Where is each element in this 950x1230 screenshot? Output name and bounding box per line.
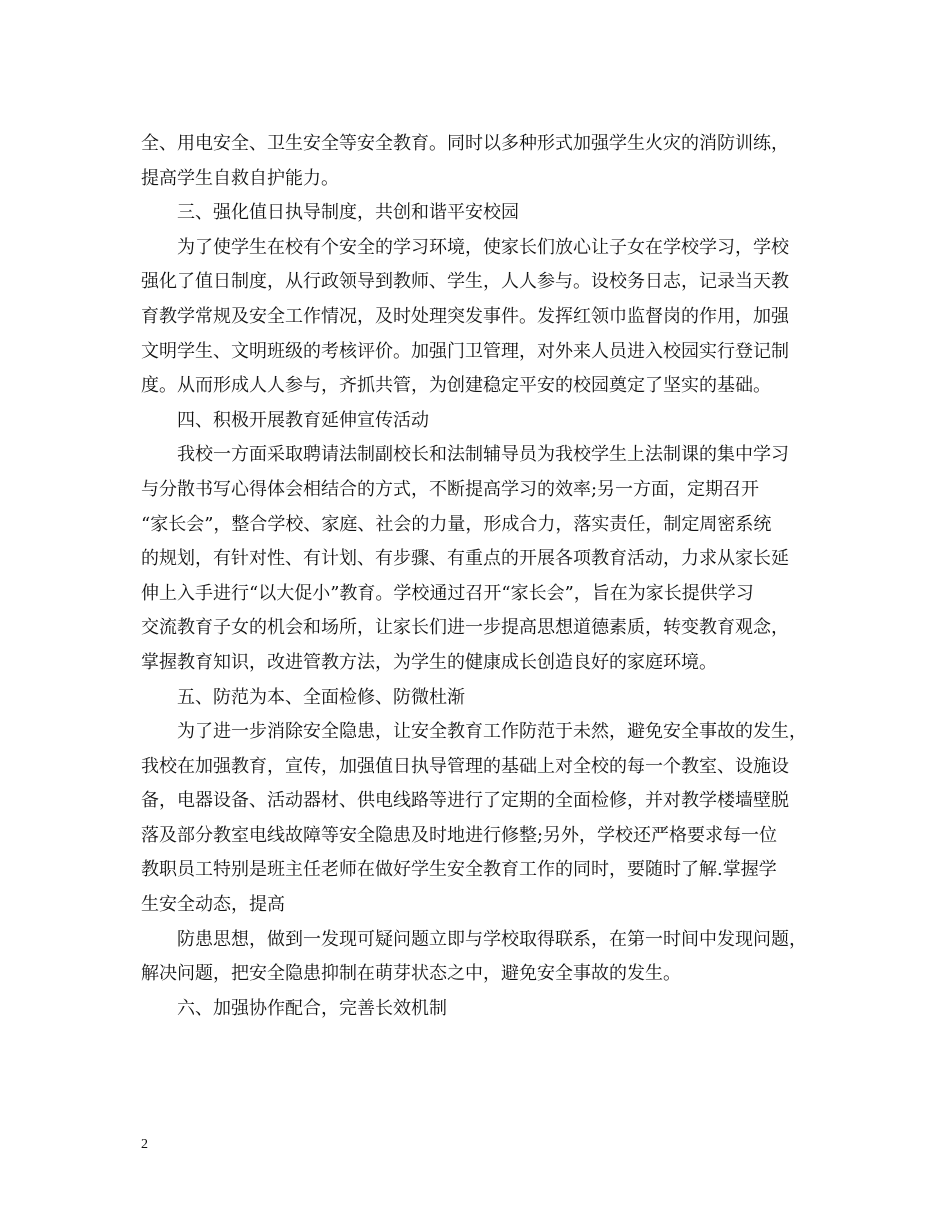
text-line: 掌握教育知识，改进管教方法，为学生的健康成长创造良好的家庭环境。 (141, 651, 717, 673)
paragraph-first-line: 五、防范为本、全面检修、防微杜渐 (177, 686, 465, 708)
text-line: 度。从而形成人人参与，齐抓共管，为创建稳定平安的校园奠定了坚实的基础。 (141, 375, 771, 397)
text-line: 伸上入手进行“以大促小”教育。学校通过召开“家长会”，旨在为家长提供学习 (141, 582, 754, 604)
text-line: 交流教育子女的机会和场所，让家长们进一步提高思想道德素质，转变教育观念， (141, 617, 789, 639)
paragraph-first-line: 三、强化值日执导制度，共创和谐平安校园 (177, 202, 519, 224)
text-line: 文明学生、文明班级的考核评价。加强门卫管理，对外来人员进入校园实行登记制 (141, 340, 789, 362)
paragraph-first-line: 为了进一步消除安全隐患，让安全教育工作防范于未然，避免安全事故的发生， (177, 721, 807, 743)
text-line: 全、用电安全、卫生安全等安全教育。同时以多种形式加强学生火灾的消防训练， (141, 133, 789, 154)
paragraph-first-line: 为了使学生在校有个安全的学习环境，使家长们放心让子女在学校学习，学校 (177, 236, 789, 258)
paragraph-first-line: 防患思想，做到一发现可疑问题立即与学校取得联系，在第一时间中发现问题， (177, 928, 807, 950)
page-number: 2 (141, 1137, 148, 1152)
text-line: 的规划，有针对性、有计划、有步骤、有重点的开展各项教育活动，力求从家长延 (141, 548, 789, 570)
text-line: 与分散书写心得体会相结合的方式，不断提高学习的效率;另一方面，定期召开 (141, 478, 760, 500)
paragraph-first-line: 六、加强协作配合，完善长效机制 (177, 997, 447, 1019)
text-line: 备，电器设备、活动器材、供电线路等进行了定期的全面检修，并对教学楼墙壁脱 (141, 790, 789, 812)
text-line: “家长会”，整合学校、家庭、社会的力量，形成合力，落实责任，制定周密系统 (141, 513, 772, 535)
text-line: 提高学生自救自护能力。 (141, 167, 339, 189)
paragraph-first-line: 四、积极开展教育延伸宣传活动 (177, 409, 429, 431)
text-line: 我校在加强教育，宣传，加强值日执导管理的基础上对全校的每一个教室、设施设 (141, 755, 789, 777)
text-line: 育教学常规及安全工作情况，及时处理突发事件。发挥红领巾监督岗的作用，加强 (141, 305, 789, 327)
paragraph-first-line: 我校一方面采取聘请法制副校长和法制辅导员为我校学生上法制课的集中学习 (177, 444, 789, 466)
document-body (141, 127, 811, 1026)
text-line: 生安全动态，提高 (141, 894, 285, 916)
text-line: 解决问题，把安全隐患抑制在萌芽状态之中，避免安全事故的发生。 (141, 963, 681, 985)
text-line: 强化了值日制度，从行政领导到教师、学生，人人参与。设校务日志，记录当天教 (141, 271, 789, 293)
text-line: 落及部分教室电线故障等安全隐患及时地进行修整;另外，学校还严格要求每一位 (141, 824, 778, 846)
text-line: 教职员工特别是班主任老师在做好学生安全教育工作的同时，要随时了解.掌握学 (141, 859, 777, 881)
